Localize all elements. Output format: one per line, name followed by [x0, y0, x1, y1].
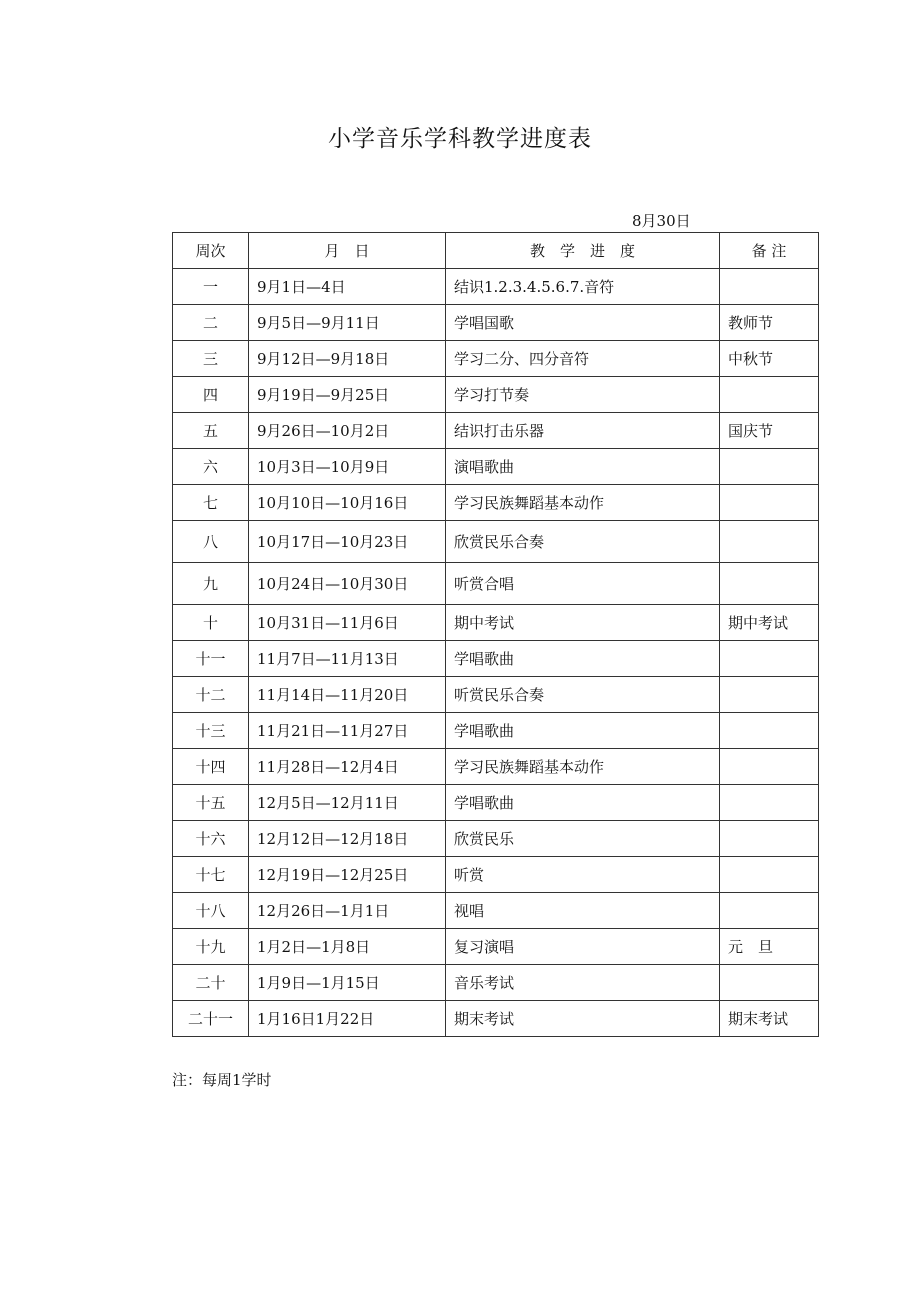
week-cell: 五 [173, 413, 249, 449]
date-cell: 9月19日—9月25日 [249, 377, 446, 413]
week-cell: 十六 [173, 821, 249, 857]
date-cell: 11月14日—11月20日 [249, 677, 446, 713]
progress-cell: 欣赏民乐合奏 [446, 521, 720, 563]
week-cell: 一 [173, 269, 249, 305]
progress-cell: 学习二分、四分音符 [446, 341, 720, 377]
date-cell: 11月7日—11月13日 [249, 641, 446, 677]
week-cell: 十九 [173, 929, 249, 965]
document-date: 8月30日 [632, 212, 691, 230]
date-cell: 10月24日—10月30日 [249, 563, 446, 605]
week-cell: 十三 [173, 713, 249, 749]
table-row [173, 413, 819, 449]
progress-cell: 期末考试 [446, 1001, 720, 1037]
table-row [173, 521, 819, 563]
date-cell: 10月3日—10月9日 [249, 449, 446, 485]
week-cell: 二十一 [173, 1001, 249, 1037]
table-row [173, 641, 819, 677]
page-title: 小学音乐学科教学进度表 [328, 126, 592, 152]
date-cell: 11月28日—12月4日 [249, 749, 446, 785]
date-cell: 1月2日—1月8日 [249, 929, 446, 965]
week-cell: 十七 [173, 857, 249, 893]
table-row [173, 269, 819, 305]
week-cell: 十四 [173, 749, 249, 785]
table-header-row [173, 233, 819, 269]
remark-cell [720, 965, 819, 1001]
date-cell: 11月21日—11月27日 [249, 713, 446, 749]
week-cell: 十八 [173, 893, 249, 929]
table-row [173, 605, 819, 641]
header-week: 周次 [173, 233, 249, 269]
progress-cell: 复习演唱 [446, 929, 720, 965]
date-cell: 9月26日—10月2日 [249, 413, 446, 449]
week-cell: 十一 [173, 641, 249, 677]
remark-cell: 中秋节 [720, 341, 819, 377]
table-row [173, 677, 819, 713]
week-cell: 二十 [173, 965, 249, 1001]
table-row [173, 1001, 819, 1037]
schedule-table [172, 232, 819, 1037]
week-cell: 七 [173, 485, 249, 521]
week-cell: 八 [173, 521, 249, 563]
week-cell: 九 [173, 563, 249, 605]
date-cell: 10月31日—11月6日 [249, 605, 446, 641]
progress-cell: 听赏合唱 [446, 563, 720, 605]
table-row [173, 965, 819, 1001]
date-cell: 9月1日—4日 [249, 269, 446, 305]
table-row [173, 893, 819, 929]
remark-cell [720, 269, 819, 305]
progress-cell: 期中考试 [446, 605, 720, 641]
date-cell: 10月10日—10月16日 [249, 485, 446, 521]
remark-cell [720, 641, 819, 677]
date-cell: 12月5日—12月11日 [249, 785, 446, 821]
header-progress: 教 学 进 度 [446, 233, 720, 269]
progress-cell: 学习民族舞蹈基本动作 [446, 749, 720, 785]
remark-cell [720, 677, 819, 713]
remark-cell: 国庆节 [720, 413, 819, 449]
remark-cell [720, 713, 819, 749]
date-cell: 1月16日1月22日 [249, 1001, 446, 1037]
week-cell: 十 [173, 605, 249, 641]
remark-cell [720, 563, 819, 605]
remark-cell [720, 377, 819, 413]
progress-cell: 听赏 [446, 857, 720, 893]
remark-cell: 元 旦 [720, 929, 819, 965]
date-cell: 9月12日—9月18日 [249, 341, 446, 377]
date-cell: 12月19日—12月25日 [249, 857, 446, 893]
header-remark: 备 注 [720, 233, 819, 269]
progress-cell: 欣赏民乐 [446, 821, 720, 857]
remark-cell [720, 821, 819, 857]
remark-cell [720, 785, 819, 821]
week-cell: 二 [173, 305, 249, 341]
week-cell: 十二 [173, 677, 249, 713]
week-cell: 三 [173, 341, 249, 377]
progress-cell: 音乐考试 [446, 965, 720, 1001]
progress-cell: 学唱歌曲 [446, 713, 720, 749]
date-cell: 10月17日—10月23日 [249, 521, 446, 563]
remark-cell [720, 485, 819, 521]
week-cell: 十五 [173, 785, 249, 821]
table-row [173, 713, 819, 749]
table-row [173, 305, 819, 341]
header-date: 月 日 [249, 233, 446, 269]
progress-cell: 听赏民乐合奏 [446, 677, 720, 713]
remark-cell: 期末考试 [720, 1001, 819, 1037]
table-row [173, 377, 819, 413]
table-row [173, 449, 819, 485]
footnote: 注：每周1学时 [172, 1071, 272, 1089]
progress-cell: 视唱 [446, 893, 720, 929]
remark-cell: 期中考试 [720, 605, 819, 641]
table-row [173, 785, 819, 821]
progress-cell: 学唱歌曲 [446, 785, 720, 821]
table-row [173, 857, 819, 893]
remark-cell [720, 893, 819, 929]
table-row [173, 821, 819, 857]
table-row [173, 749, 819, 785]
progress-cell: 学唱国歌 [446, 305, 720, 341]
date-cell: 1月9日—1月15日 [249, 965, 446, 1001]
progress-cell: 学习民族舞蹈基本动作 [446, 485, 720, 521]
progress-cell: 学习打节奏 [446, 377, 720, 413]
table-row [173, 341, 819, 377]
week-cell: 六 [173, 449, 249, 485]
progress-cell: 结识打击乐器 [446, 413, 720, 449]
progress-cell: 学唱歌曲 [446, 641, 720, 677]
date-cell: 9月5日—9月11日 [249, 305, 446, 341]
remark-cell [720, 857, 819, 893]
table-row [173, 563, 819, 605]
table-row [173, 485, 819, 521]
remark-cell [720, 749, 819, 785]
date-cell: 12月12日—12月18日 [249, 821, 446, 857]
progress-cell: 演唱歌曲 [446, 449, 720, 485]
table-row [173, 929, 819, 965]
remark-cell [720, 449, 819, 485]
progress-cell: 结识1.2.3.4.5.6.7.音符 [446, 269, 720, 305]
date-cell: 12月26日—1月1日 [249, 893, 446, 929]
week-cell: 四 [173, 377, 249, 413]
remark-cell: 教师节 [720, 305, 819, 341]
remark-cell [720, 521, 819, 563]
